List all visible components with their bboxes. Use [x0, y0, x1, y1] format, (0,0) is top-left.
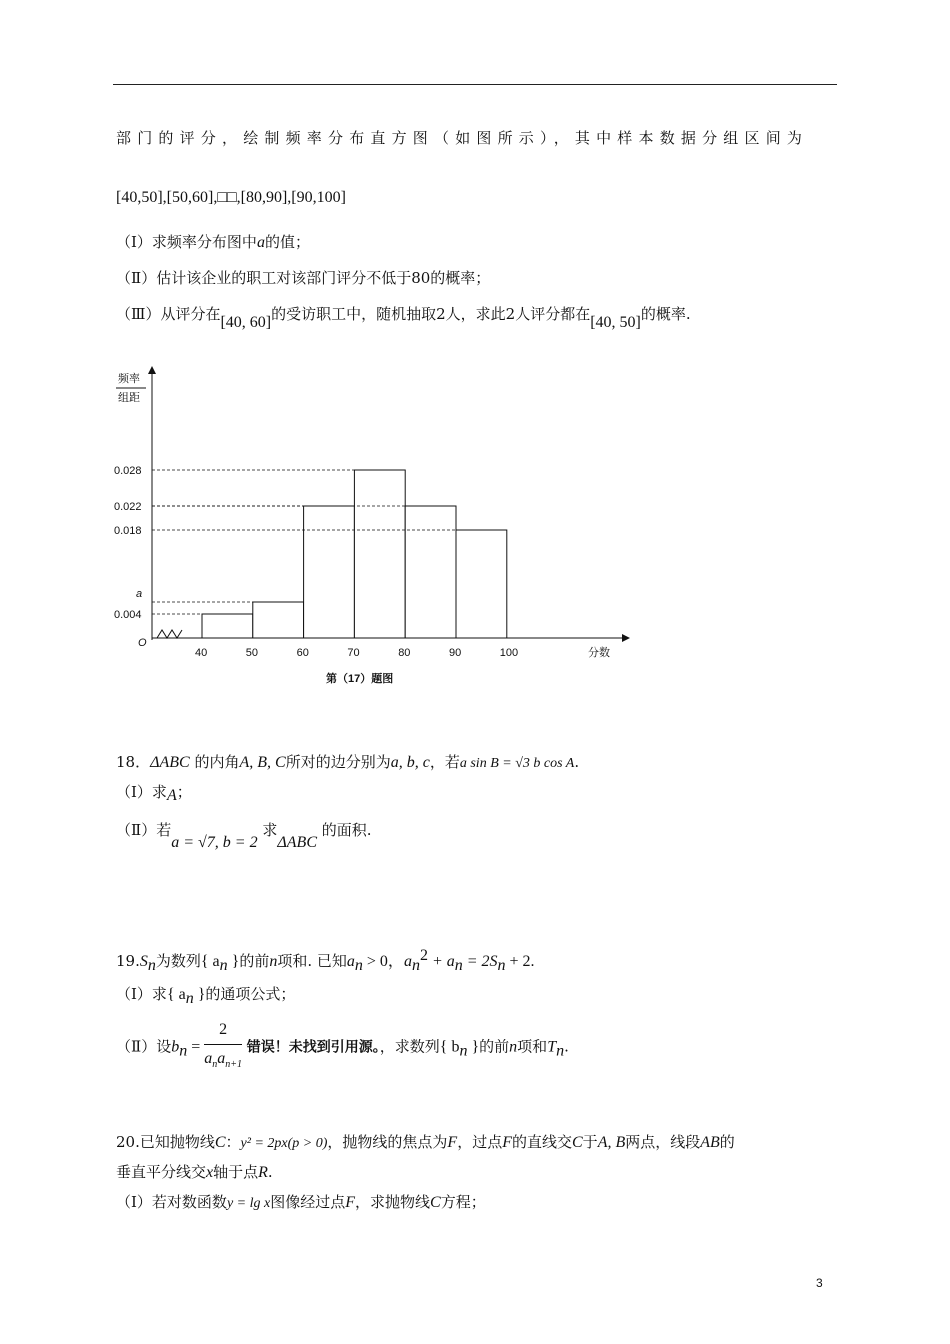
frequency-histogram	[100, 362, 660, 692]
histogram-bar	[405, 506, 456, 638]
q17-part3: （Ⅲ）从评分在[40, 60]的受访职工中，随机抽取2人，求此2人评分都在[40, 50]的概率.	[116, 305, 691, 331]
q17-part2: （Ⅱ）估计该企业的职工对该部门评分不低于80的概率；	[116, 269, 491, 287]
x-tick-label: 50	[245, 647, 259, 659]
histogram-bar	[202, 614, 253, 638]
q20-part1: （Ⅰ）若对数函数y = lg x图像经过点F，求抛物线C方程；	[116, 1193, 486, 1211]
chart-caption: 第（17）题图	[326, 673, 394, 685]
q17-intervals: [40,50],[50,60],□□,[80,90],[90,100]	[116, 189, 346, 206]
y-var-label: a	[136, 588, 143, 600]
q20-line1: 20.已知抛物线C：y² = 2px(p > 0)，抛物线的焦点为F，过点F的直线交C于A, B两点，线段AB的	[116, 1133, 735, 1151]
histogram-bar	[354, 470, 405, 638]
q18-line1: 18．ΔABC 的内角A, B, C所对的边分别为a, b, c，若a sin B = √3 b cos A.	[116, 753, 580, 771]
histogram-bar	[253, 602, 304, 638]
header-rule	[113, 84, 837, 85]
q17-line1: 部门的评分，绘制频率分布直方图（如图所示），其中样本数据分组区间为	[116, 129, 809, 147]
q18-part2: （Ⅱ）若a = √7, b = 2 求ΔABC 的面积.	[116, 821, 372, 851]
y-tick-label: 0.018	[114, 525, 142, 537]
q18-part1: （Ⅰ）求A；	[116, 783, 192, 804]
histogram-bar	[456, 530, 507, 638]
q19-line1: $19.S_n$为数列{ $a_n$ }的前n项和. 已知$a_n > 0$，$a_n^2 + a_n = 2S_n + 2$.	[116, 947, 535, 974]
x-tick-label: 70	[347, 647, 360, 659]
y-tick-label: 0.028	[114, 465, 142, 477]
q20-line2: 垂直平分线交x轴于点R.	[116, 1163, 273, 1181]
error-text: 错误！未找到引用源。	[246, 1039, 380, 1056]
x-tick-label: 60	[296, 647, 309, 659]
origin-label: O	[138, 637, 147, 649]
page-number: 3	[816, 1276, 823, 1290]
axis-break-icon	[157, 630, 182, 638]
q19-part2: （Ⅱ）设$b_n$ = $\frac{2}{a_na_{n+1}}$ 错误！未找到引用源。，求数列{ $b_n$ }的前n项和$T_n$.	[116, 1018, 569, 1077]
y-tick-label: 0.022	[114, 501, 142, 513]
q19-part1: （Ⅰ）求{ $a_n$ }的通项公式；	[116, 985, 296, 1007]
y-label-top: 频率	[118, 373, 140, 385]
fraction: $\frac{2}{a_na_{n+1}}$	[204, 1018, 242, 1077]
x-tick-label: 90	[449, 647, 462, 659]
y-tick-label: 0.004	[114, 609, 142, 621]
q17-part1: （Ⅰ）求频率分布图中a的值；	[116, 233, 310, 251]
x-tick-label: 80	[398, 647, 411, 659]
histogram-bar	[304, 506, 355, 638]
x-tick-label: 40	[195, 647, 208, 659]
x-axis-label: 分数	[588, 647, 610, 659]
y-label-bottom: 组距	[118, 392, 140, 404]
x-tick-label: 100	[499, 647, 519, 659]
